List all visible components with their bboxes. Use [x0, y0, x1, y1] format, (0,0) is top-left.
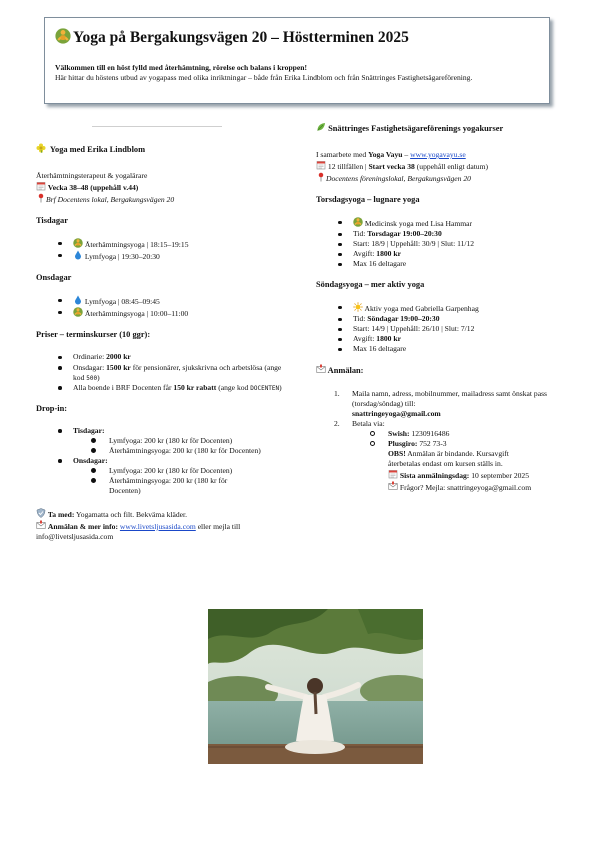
- erika-info: [36, 171, 286, 205]
- list-item: Start: 18/9 | Uppehåll: 30/9 | Slut: 11/12: [338, 239, 566, 249]
- tuesday-list: [58, 238, 286, 262]
- list-item: Alla boende i BRF Docenten får 150 kr rabatt (ange kod DOCENTEN): [58, 383, 286, 393]
- list-item: Aktiv yoga med Gabriella Garpenhag: [338, 302, 566, 314]
- list-item: Medicinsk yoga med Lisa Hammar: [338, 217, 566, 229]
- yogavayu-link[interactable]: www.yogavayu.se: [410, 150, 466, 160]
- list-item: Lymfyoga: 200 kr (180 kr för Docenten): [91, 466, 261, 476]
- signup-heading: Anmälan:: [316, 364, 566, 376]
- dropin-list: [58, 426, 286, 496]
- person-yoga-icon: [55, 28, 71, 44]
- header-intro: [55, 63, 535, 83]
- signup-steps: [334, 389, 556, 493]
- sunday-heading: Söndagsyoga – mer aktiv yoga: [316, 280, 425, 290]
- role-text: Återhämtningsterapeut & yogalärare: [36, 171, 148, 181]
- sunday-list: [338, 302, 566, 354]
- envelope-icon: [316, 364, 326, 374]
- list-item: Lymfyoga | 08:45–09:45: [58, 295, 286, 307]
- water-drop-icon: [73, 250, 83, 260]
- list-item: Lymfyoga: 200 kr (180 kr för Docenten): [91, 436, 261, 446]
- thursday-heading: Torsdagsyoga – lugnare yoga: [316, 195, 420, 205]
- welcome-text: Välkommen till en höst fylld med återhämtning, rörelse och balans i kroppen!: [55, 63, 308, 72]
- envelope-icon: [388, 481, 398, 491]
- yoga-photo-image: [208, 609, 423, 764]
- envelope-icon: [36, 520, 46, 530]
- leaf-icon: [316, 122, 326, 132]
- footer-info: Ta med: Yogamatta och filt. Bekväma kläder. Anmälan & mer info: www.livetsljusasida.com eller mejla till info@livetsljusasida.com: [36, 509, 241, 541]
- thursday-list: [338, 217, 566, 269]
- list-item: Tid: Torsdagar 19:00–20:30: [338, 229, 566, 239]
- pin-icon: [36, 193, 46, 203]
- list-item: Max 16 deltagare: [338, 344, 566, 354]
- prices-heading: Priser – terminskurser (10 ggr):: [36, 330, 151, 340]
- wednesday-heading: Onsdagar: [36, 273, 72, 283]
- payment-list: [370, 429, 540, 493]
- list-item: Tid: Söndagar 19:00–20:30: [338, 314, 566, 324]
- tuesday-heading: Tisdagar: [36, 216, 68, 226]
- list-item: Återhämtningsyoga: 200 kr (180 kr för Docenten): [91, 446, 261, 456]
- list-item: Max 16 deltagare: [338, 259, 566, 269]
- list-item: Tisdagar: Lymfyoga: 200 kr (180 kr för Docenten) Återhämtningsyoga: 200 kr (180 kr för Docenten): [58, 426, 286, 456]
- page-title-text: Yoga på Bergakungsvägen 20 – Höstterminen 2025: [73, 29, 409, 46]
- list-item: Ordinarie: 2000 kr: [58, 352, 286, 362]
- pin-icon: [316, 172, 326, 182]
- calendar-icon: [316, 160, 326, 170]
- shield-icon: [36, 508, 46, 518]
- divider-line: [92, 126, 222, 127]
- wednesday-list: [58, 295, 286, 319]
- yoga-photo: [208, 609, 423, 764]
- calendar-icon: [36, 181, 46, 191]
- flower-icon: [36, 143, 46, 153]
- location-text: Brf Docentens lokal, Bergakungsvägen 20: [46, 195, 175, 205]
- list-item: Onsdagar: Lymfyoga: 200 kr (180 kr för Docenten) Återhämtningsyoga: 200 kr (180 kr för Docenten): [58, 456, 286, 496]
- person-yoga-icon: [353, 217, 363, 227]
- list-item: Onsdagar: 1500 kr för pensionärer, sjukskrivna och arbetslösa (ange kod 500): [58, 363, 286, 383]
- calendar-icon: [388, 469, 398, 479]
- right-column: [316, 122, 566, 493]
- list-item: Plusgiro: 752 73-3 OBS! Anmälan är bindande. Kursavgift återbetalas endast om kursen ställs in. Sista anmälningsdag: 10 september 2025 Frågor? Mejla: snattringeyoga@gmail.com: [370, 439, 540, 493]
- water-drop-icon: [73, 295, 83, 305]
- snattringe-info: I samarbete med Yoga Vayu – www.yogavayu.se 12 tillfällen | Start vecka 38 (uppehåll enligt datum) Docentens föreningslokal, Bergakungsvägen 20: [316, 150, 489, 184]
- list-item: Återhämtningsyoga | 18:15–19:15: [58, 238, 286, 250]
- list-item: Swish: 1230916486: [370, 429, 540, 439]
- dropin-tue-list: [91, 436, 261, 456]
- list-item: Återhämtningsyoga: 200 kr (180 kr för Docenten): [91, 476, 234, 496]
- info-link[interactable]: www.livetsljusasida.com: [119, 521, 196, 531]
- list-item: Start: 14/9 | Uppehåll: 26/10 | Slut: 7/12: [338, 324, 566, 334]
- section-heading-snattringe: Snättringes Fastighetsägareförenings yogakurser: [316, 122, 566, 134]
- dropin-heading: Drop-in:: [36, 403, 68, 413]
- list-item: 1. Maila namn, adress, mobilnummer, mailadress samt önskat pass (torsdag/söndag) till: snattringeyoga@gmail.com: [334, 388, 547, 418]
- list-item: Återhämtningsyoga | 10:00–11:00: [58, 307, 286, 319]
- person-yoga-icon: [73, 307, 83, 317]
- sun-icon: [353, 302, 363, 312]
- left-column: [36, 143, 286, 542]
- page-title: [55, 28, 409, 48]
- header-box: [44, 17, 550, 104]
- list-item: Avgift: 1800 kr: [338, 249, 566, 259]
- weeks-text: Vecka 38–48 (uppehåll v.44): [47, 183, 139, 193]
- dropin-wed-list: [91, 466, 261, 496]
- person-yoga-icon: [73, 238, 83, 248]
- list-item: Lymfyoga | 19:30–20:30: [58, 250, 286, 262]
- list-item: Avgift: 1800 kr: [338, 334, 566, 344]
- section-heading-erika: Yoga med Erika Lindblom: [36, 143, 286, 155]
- intro-text: Här hittar du höstens utbud av yogapass med olika inriktningar – både från Erika Lindblom och från Snättringes Fastighetsägareförening.: [55, 72, 473, 82]
- prices-list: [58, 352, 286, 392]
- list-item: 2. Betala via: Swish: 1230916486 Plusgiro: 752 73-3 OBS! Anmälan är bindande. Kursavgift återbetalas endast om kursen ställs in. Sista anmälningsdag: 10 september 2025 Frågor? Mejla: snattringeyoga@gmail.com: [334, 419, 556, 493]
